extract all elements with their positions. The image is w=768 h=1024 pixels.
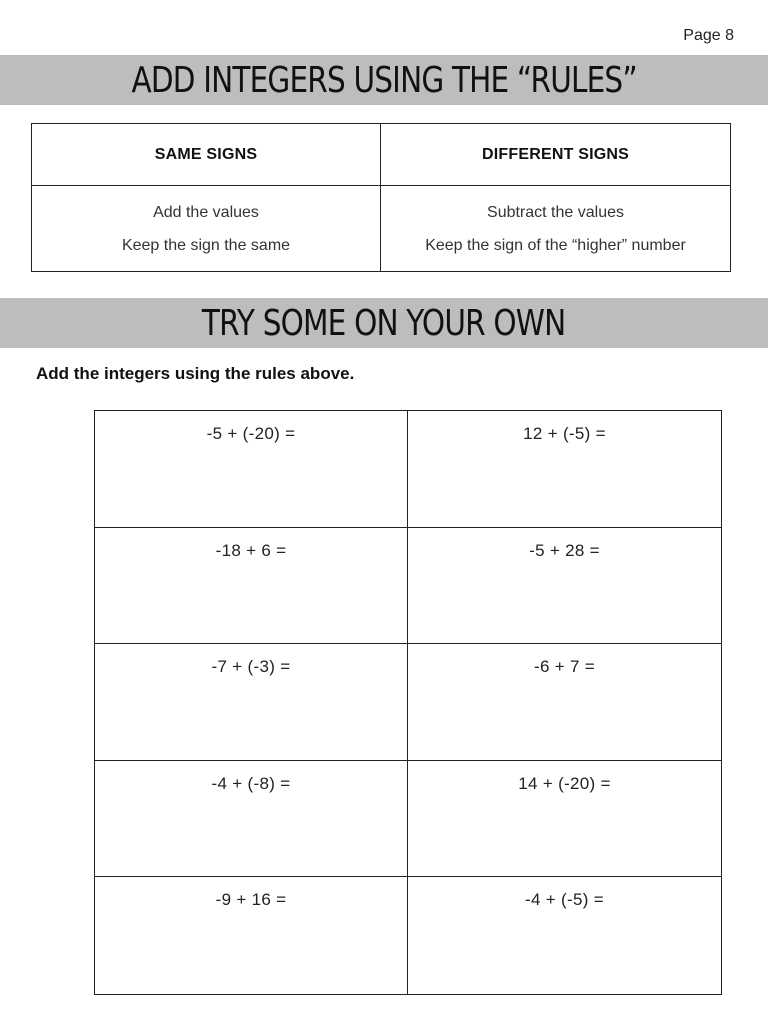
- problem-cell[interactable]: [408, 644, 721, 761]
- practice-heading-banner: [0, 298, 768, 348]
- rules-heading: ADD INTEGERS USING THE “RULES”: [131, 59, 637, 101]
- same-signs-rule-line: Add the values: [153, 203, 259, 221]
- problem-cell[interactable]: [408, 877, 721, 994]
- page-number: Page 8: [683, 27, 734, 44]
- different-signs-rule-line: Subtract the values: [487, 203, 624, 221]
- problem-text: -4 + (-8) =: [211, 773, 291, 793]
- problem-text: -5 + 28 =: [529, 540, 600, 560]
- problem-cell[interactable]: [408, 528, 721, 645]
- problems-grid: [94, 410, 722, 995]
- practice-heading: TRY SOME ON YOUR OWN: [202, 302, 566, 344]
- instruction-text: Add the integers using the rules above.: [36, 364, 355, 383]
- different-signs-rule-line: Keep the sign of the “higher” number: [425, 236, 686, 254]
- same-signs-rule-line: Keep the sign the same: [121, 236, 291, 254]
- problem-text: 14 + (-20) =: [518, 773, 611, 793]
- problem-text: -9 + 16 =: [215, 890, 287, 910]
- problem-cell[interactable]: [95, 761, 408, 878]
- problem-cell[interactable]: [408, 761, 721, 878]
- problem-text: -6 + 7 =: [534, 657, 595, 677]
- problem-cell[interactable]: [95, 877, 408, 994]
- rules-table: [31, 123, 731, 272]
- problem-text: -5 + (-20) =: [206, 424, 296, 443]
- different-signs-rule-cell: [381, 186, 730, 271]
- problem-text: -18 + 6 =: [215, 540, 287, 560]
- problem-text: -4 + (-5) =: [525, 890, 604, 910]
- same-signs-rule-cell: [32, 186, 381, 271]
- rules-heading-banner: [0, 55, 768, 105]
- problem-cell[interactable]: [95, 644, 408, 761]
- different-signs-header-cell: [381, 124, 730, 186]
- problem-cell[interactable]: [95, 528, 408, 645]
- different-signs-header: DIFFERENT SIGNS: [481, 145, 629, 163]
- same-signs-header: SAME SIGNS: [154, 145, 258, 163]
- problem-text: -7 + (-3) =: [211, 657, 291, 677]
- same-signs-header-cell: [32, 124, 381, 186]
- problem-cell[interactable]: [95, 411, 408, 528]
- problem-text: 12 + (-5) =: [523, 424, 606, 443]
- problem-cell[interactable]: [408, 411, 721, 528]
